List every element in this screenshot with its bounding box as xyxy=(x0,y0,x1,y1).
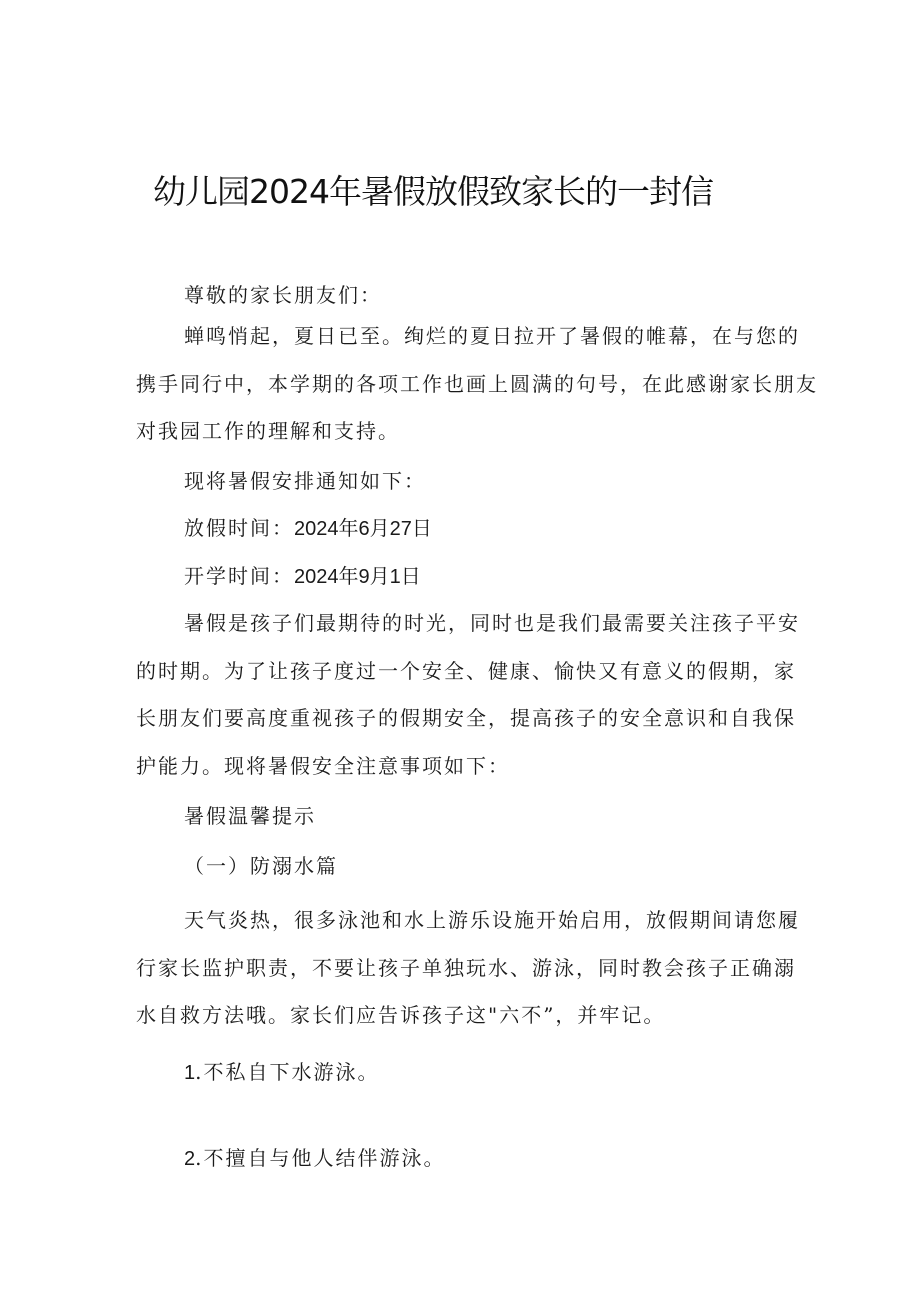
notice-intro: 现将暑假安排通知如下： xyxy=(184,469,426,493)
school-start-time xyxy=(136,553,796,602)
section-one-heading: （一）防溺水篇 xyxy=(184,854,338,878)
safety-line: 护能力。现将暑假安全注意事项如下： xyxy=(136,753,510,778)
safety-paragraph xyxy=(136,600,800,790)
school-date: 2024年9月1日 xyxy=(294,566,421,588)
rule-number: 1 xyxy=(184,1062,196,1084)
intro-paragraph xyxy=(136,313,818,456)
document-title: 幼儿园2024年暑假放假致家长的一封信 xyxy=(153,172,713,211)
rule-item xyxy=(136,1049,844,1098)
rule-item xyxy=(136,1135,844,1184)
salutation: 尊敬的家长朋友们： xyxy=(184,283,382,307)
holiday-time xyxy=(136,505,796,554)
intro-line: 携手同行中，本学期的各项工作也画上圆满的句号，在此感谢家长朋友 xyxy=(136,371,818,396)
intro-line: 蝉鸣悄起，夏日已至。绚烂的夏日拉开了暑假的帷幕，在与您的 xyxy=(184,324,800,348)
rule-text: .不擅自与他人结伴游泳。 xyxy=(195,1146,446,1170)
holiday-label: 放假时间： xyxy=(184,516,294,540)
safety-line: 的时期。为了让孩子度过一个安全、健康、愉快又有意义的假期，家 xyxy=(136,658,796,683)
holiday-date: 2024年6月27日 xyxy=(294,518,432,540)
drowning-line: 行家长监护职责，不要让孩子单独玩水、游泳，同时教会孩子正确溺 xyxy=(136,955,796,980)
tips-heading: 暑假温馨提示 xyxy=(184,804,316,828)
intro-line: 对我园工作的理解和支持。 xyxy=(136,419,400,443)
rule-number: 2 xyxy=(184,1148,196,1170)
drowning-paragraph xyxy=(136,897,800,1040)
drowning-line: 天气炎热，很多泳池和水上游乐设施开始启用，放假期间请您履 xyxy=(184,908,800,932)
school-label: 开学时间： xyxy=(184,564,294,588)
safety-line: 长朋友们要高度重视孩子的假期安全，提高孩子的安全意识和自我保 xyxy=(136,706,796,730)
safety-line: 暑假是孩子们最期待的时光，同时也是我们最需要关注孩子平安 xyxy=(184,611,800,635)
drowning-line: 水自救方法哦。家长们应告诉孩子这"六不”，并牢记。 xyxy=(136,1003,666,1027)
rule-text: .不私自下水游泳。 xyxy=(195,1060,380,1084)
